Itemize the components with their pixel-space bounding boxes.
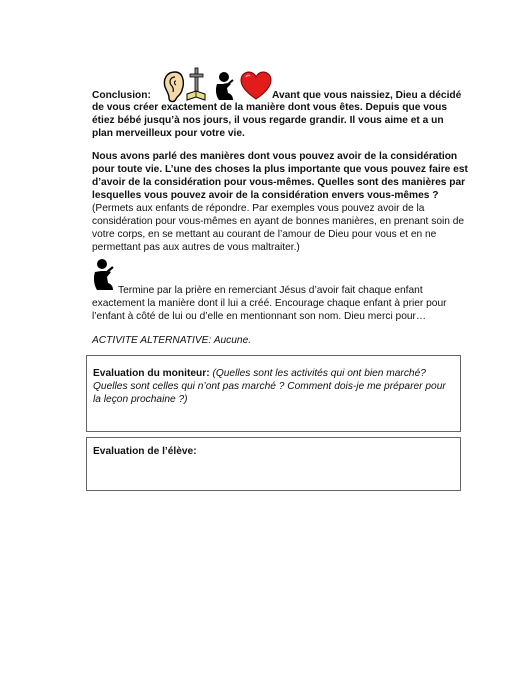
conclusion-paragraph: de vous créer exactement de la manière dont vous êtes. Depuis que vous étiez bébé jusqu’à nos jours, il vous regarde grandir. Il vous aime et a un plan merveilleux pour votre vie. [92,102,447,139]
alternative-activity: ACTIVITE ALTERNATIVE: Aucune. [92,335,252,346]
heart-icon [241,72,271,99]
consideration-note: (Permets aux enfants de répondre. Par exemples vous pouvez avoir de la considération pour vous-mêmes en ayant de bonnes manières, en prenant soin de votre corps, en se mettant au courant de l’amour de Dieu pour vous et en ne permettant pas aux autres de vous maltraiter.) [92,203,465,253]
cross-bible-icon [187,68,205,100]
monitor-evaluation-box[interactable] [86,355,461,432]
conclusion-label: Conclusion: [92,90,151,101]
monitor-evaluation-text [93,367,453,406]
monitor-evaluation-label: Evaluation du moniteur: [93,368,210,379]
conclusion-first-line: Avant que vous naissiez, Dieu a décidé [272,90,462,101]
ear-icon [164,72,183,102]
student-evaluation-label: Evaluation de l’élève: [93,446,197,457]
monitor-evaluation-question: (Quelles sont les activités qui ont bien marché? Quelles sont celles qui n’ont pas marché ? Comment dois-je me préparer pour la leçon prochaine ?) [93,368,446,405]
prayer-paragraph [92,284,470,323]
consideration-paragraph [92,150,470,254]
student-evaluation-box[interactable] [86,437,461,491]
conclusion-icons [161,66,273,104]
prayer-text: Termine par la prière en remerciant Jésus d’avoir fait chaque enfant exactement la manière dont il lui a créé. Encourage chaque enfant à prier pour l’enfant à côté de lui ou d’elle en mentionnant son nom. Dieu merci pour… [92,285,447,322]
consideration-bold-text: Nous avons parlé des manières dont vous pouvez avoir de la considération pour toute vie. L’une des choses la plus importante que vous pouvez faire est d’avoir de la considération pour vous-mêmes. Quelles sont des manières par lesquelles vous pouvez avoir de la considération envers vous-mêmes ? [92,151,468,201]
praying-child-icon [216,72,233,100]
